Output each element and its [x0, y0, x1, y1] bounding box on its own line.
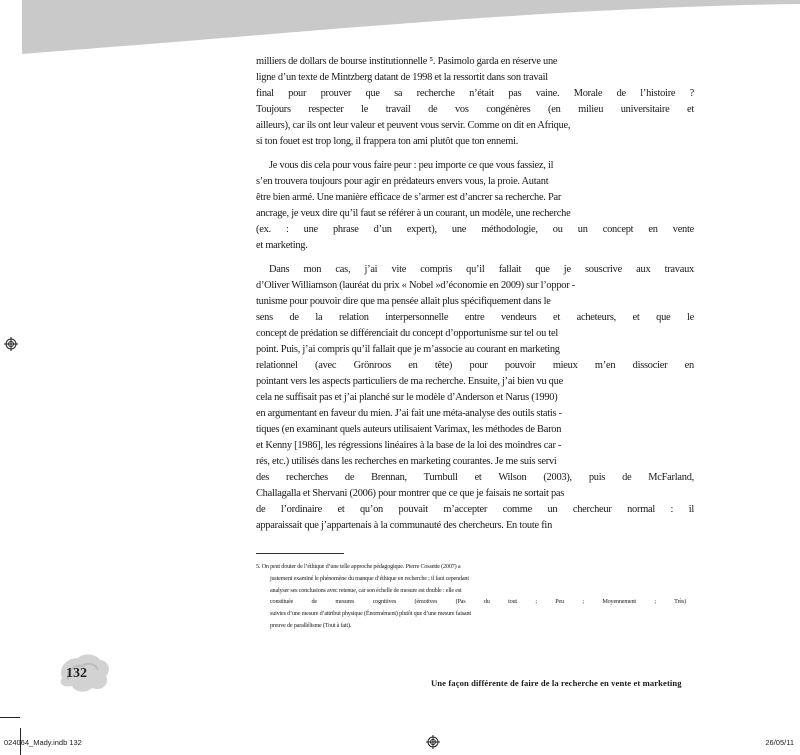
- line: concept de prédation se différenciait du concept d’opportunisme sur tel ou tel: [256, 328, 559, 339]
- registration-mark-icon: [426, 735, 440, 749]
- footnote-line: constituée de mesures cognitives (émotives (Pas du tout ; Peu ; Moyennement ; Très): [270, 598, 686, 606]
- running-head: Une façon différente de faire de la recherche en vente et marketing: [431, 678, 682, 688]
- footnote-line: 5. On peut douter de l’éthique d’une telle approche pédagogique. Pierre Cossette (2007) a: [256, 563, 461, 570]
- line: ailleurs), car ils ont leur valeur et peuvent vous servir. Comme on dit en Afrique,: [256, 120, 571, 131]
- crop-mark: [0, 717, 20, 718]
- line: Challagalla et Shervani (2006) pour montrer que ce que je faisais ne sortait pas: [256, 488, 565, 499]
- footnote-line: justement examiné le phénomène du manque d’éthique en recherche ; il faut cependant: [270, 574, 469, 582]
- page-number: 132: [66, 666, 87, 681]
- line: milliers de dollars de bourse institutionnelle ⁵. Pasimolo garda en réserve une: [256, 56, 558, 67]
- line: (ex. : une phrase d’un expert), une méthodologie, ou un concept en vente: [256, 224, 694, 235]
- line: sens de la relation interpersonnelle entre vendeurs et acheteurs, et que le: [256, 312, 694, 323]
- line: et marketing.: [256, 240, 308, 251]
- line: final pour prouver que sa recherche n’était pas vaine. Morale de l’histoire ?: [256, 88, 694, 99]
- line: de l’ordinaire et qu’on pouvait m’accepter comme un chercheur normal : il: [256, 504, 694, 515]
- line: Toujours respecter le travail de vos congénères (en milieu universitaire et: [256, 104, 694, 115]
- registration-mark-icon: [4, 337, 18, 351]
- line: ancrage, je veux dire qu’il faut se référer à un courant, un modèle, une recherche: [256, 208, 571, 219]
- footnote-line: preuve de parallélisme (Tout à fait).: [270, 621, 352, 629]
- paragraph-3: [256, 262, 694, 534]
- line: pointant vers les aspects particuliers de ma recherche. Ensuite, j’ai bien vu que: [256, 376, 563, 387]
- footnote-line: analyser ses conclusions avec retenue, car son échelle de mesure est double : elle est: [270, 586, 462, 594]
- footnote-rule: [256, 553, 344, 554]
- footnote-line: suivies d’une mesure d’attribut physique (Énormément) plutôt que d’une mesure faisant: [270, 610, 471, 618]
- line: si ton fouet est trop long, il frappera ton ami plutôt que ton ennemi.: [256, 136, 519, 147]
- line: tunisme pour pouvoir dire que ma pensée allait plus spécifiquement dans le: [256, 296, 551, 307]
- line: et Kenny [1986], les régressions linéaires à la base de la loi des moindres car -: [256, 440, 562, 451]
- slug-filename: 024064_Mady.indb 132: [4, 738, 82, 747]
- paragraph-1: [256, 54, 694, 150]
- line: cela ne suffisait pas et j’ai planché sur le modèle d’Anderson et Narus (1990): [256, 392, 558, 403]
- slug-date: 26/05/11: [765, 738, 794, 747]
- line: relationnel (avec Grönroos en tête) pour pouvoir mieux m’en dissocier en: [256, 360, 694, 371]
- footnote: [256, 561, 686, 632]
- line: ligne d’un texte de Mintzberg datant de 1998 et la ressortit dans son travail: [256, 72, 548, 83]
- line: d’Oliver Williamson (lauréat du prix « Nobel »d’économie en 2009) sur l’oppor -: [256, 280, 575, 291]
- line: Je vous dis cela pour vous faire peur : peu importe ce que vous fassiez, il: [269, 160, 554, 171]
- paragraph-2: [256, 158, 694, 254]
- header-banner: [0, 0, 800, 60]
- line: point. Puis, j’ai compris qu’il fallait que je m’associe au courant en marketing: [256, 344, 560, 355]
- body-column: [256, 54, 694, 542]
- line: des recherches de Brennan, Turnbull et Wilson (2003), puis de McFarland,: [256, 472, 694, 483]
- line: rés, etc.) utilisés dans les recherches en marketing courantes. Je me suis servi: [256, 456, 557, 467]
- line: Dans mon cas, j’ai vite compris qu’il fallait que je souscrive aux travaux: [269, 264, 694, 275]
- line: tiques (en examinant quels auteurs utilisaient Varimax, les méthodes de Baron: [256, 424, 562, 435]
- line: apparaissait que j’appartenais à la communauté des chercheurs. En toute fin: [256, 520, 553, 531]
- line: en argumentant en faveur du mien. J’ai fait une méta-analyse des outils statis -: [256, 408, 562, 419]
- line: être bien armé. Une manière efficace de s’armer est d’ancrer sa recherche. Par: [256, 192, 562, 203]
- line: s’en trouvera toujours pour agir en prédateurs envers vous, la proie. Autant: [256, 176, 549, 187]
